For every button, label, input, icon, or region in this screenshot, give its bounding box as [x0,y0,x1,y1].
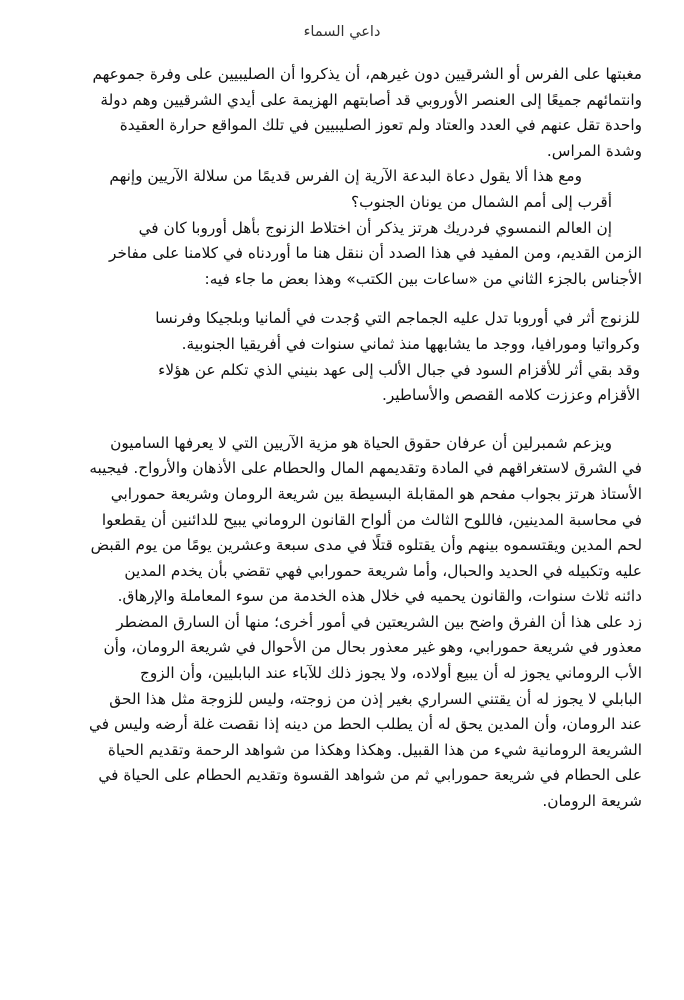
text-line: على الحطام في شريعة حمورابي ثم من شواهد القسوة وتقديم الحطام على الحياة في [98,766,642,785]
paragraph [43,62,642,164]
text-line: زد على هذا أن الفرق واضح بين الشريعتين في أمور أخرى؛ منها أن السارق المضطر [116,612,642,631]
paragraph [43,610,642,815]
text-line: البابلي لا يجوز له أن يقتني السراري بغير إذن من زوجته، وليس للزوجة مثل هذا الحق [109,689,642,708]
text-line: وانتمائهم جميعًا إلى العنصر الأوروبي قد أصابتهم الهزيمة على أيدي الشرقيين وهم دولة [100,90,642,109]
text-line: واحدة تقل عنهم في العدد والعتاد ولم تعوز الصليبيين في تلك المواقع حرارة العقيدة [119,116,642,135]
running-header: داعي السماء [303,24,381,40]
text-line: معذور في شريعة حمورابي، وهو غير معذور بحال من الأحوال في شريعة الرومان، وأن [103,638,642,657]
text-line: عند الرومان، وأن المدين يحق له أن يطلب الحط من دينه إذا نقصت غلة أرضه وليس في [89,715,642,734]
text-line: عليه وتكبيله في الحديد والحبال، وأما شريعة حمورابي فهي تقضي بأن يخدم المدين [124,561,642,580]
text-line: أقرب إلى أمم الشمال من يونان الجنوب؟ [350,192,612,211]
text-line: دائنه ثلاث سنوات، والقانون يحميه في خلال هذه الخدمة من سوء المعاملة والإرهاق. [117,587,642,606]
text-line: الزمن القديم، ومن المفيد في هذا الصدد أن ننقل هنا ما أوردناه في كلامنا على مفاخر [109,244,642,263]
text-line: الشريعة الرومانية شيء من هذا القبيل. وهكذا وهكذا من شواهد الرحمة وتقديم الحياة [107,740,642,759]
text-line: شريعة الرومان. [542,792,642,811]
text-line: في محاسبة المدينين، فاللوح الثالث من ألواح القانون الروماني يبيح للدائنين أن يقطعوا [101,510,642,529]
text-line: الأجناس بالجزء الثاني من «ساعات بين الكتب» وهذا بعض ما جاء فيه: [204,269,642,288]
text-line: إن العالم النمسوي فردريك هرتز يذكر أن اختلاط الزنوج بأهل أوروبا كان في [138,218,612,237]
text-line: الأب الروماني يجوز له أن يبيع أولاده، ولا يجوز ذلك للآباء عند البابليين، وأن الزوج [140,664,642,683]
text-line: في الشرق لاستغراقهم في المادة وتقديمهم المال والحطام على الأذهان والأرواح. فيجيبه [89,459,642,478]
text-line: ويزعم شمبرلين أن عرفان حقوق الحياة هو مزية الآريين التي لا يعرفها الساميون [110,433,612,452]
text-line: مغبتها على الفرس أو الشرقيين دون غيرهم، أن يذكروا أن الصليبيين على وفرة جموعهم [92,65,642,83]
paragraph [43,431,642,610]
quote-line: للزنوج أثر في أوروبا تدل عليه الجماجم التي وُجدت في ألمانيا وبلجيكا وفرنسا [155,309,640,328]
text-line: لحم المدين ويقتسموه بينهم وأن يقتلوه قتلًا في مدى سبعة وعشرين يومًا من يوم القبض [90,536,642,555]
quote-line: وقد بقي أثر للأقزام السود في جبال الألب إلى عهد بنيني الذي تكلم عن هؤلاء [158,360,640,379]
text-line: وشدة المراس. [546,141,642,160]
text-line: ومع هذا ألا يقول دعاة البدعة الآرية إن الفرس قديمًا من سلالة الآريين وإنهم [109,167,582,186]
text-line: الأستاذ هرتز بجواب مفحم هو المقابلة البسيطة بين شريعة الرومان وشريعة حمورابي [110,484,642,503]
quote-line: الأقزام وعززت كلامه القصص والأساطير. [381,386,640,405]
paragraph [43,164,642,215]
page-body [43,62,642,815]
block-quote [43,306,642,408]
quote-line: وكرواتيا ومورافيا، ووجد ما يشابهها منذ ثماني سنوات في أفريقيا الجنوبية. [181,334,640,353]
paragraph [43,216,642,293]
